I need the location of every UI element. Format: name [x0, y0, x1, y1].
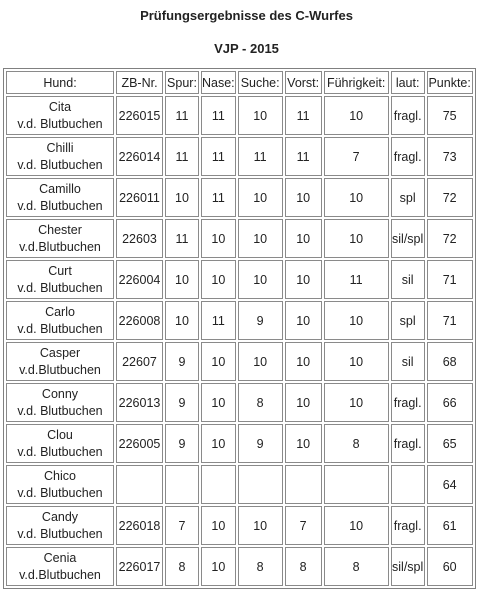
- header-row: [6, 71, 473, 94]
- cell-fuehrigkeit: 10: [324, 342, 389, 381]
- table-row: [6, 260, 473, 299]
- cell-punkte: 60: [427, 547, 473, 586]
- header-nase: Nase:: [201, 71, 236, 94]
- cell-nase: 10: [201, 219, 236, 258]
- cell-vorst: 10: [285, 342, 322, 381]
- dog-kennel: v.d. Blutbuchen: [17, 157, 103, 172]
- cell-suche: 8: [238, 547, 283, 586]
- header-fuehrigkeit: Führigkeit:: [324, 71, 389, 94]
- cell-vorst: 10: [285, 178, 322, 217]
- cell-zb-nr: 226018: [116, 506, 163, 545]
- cell-spur: 9: [165, 342, 199, 381]
- cell-punkte: 72: [427, 178, 473, 217]
- cell-fuehrigkeit: 11: [324, 260, 389, 299]
- table-row: [6, 96, 473, 135]
- cell-suche: 10: [238, 219, 283, 258]
- page-title: Prüfungsergebnisse des C-Wurfes: [140, 8, 353, 23]
- cell-vorst: 10: [285, 219, 322, 258]
- header-punkte: Punkte:: [427, 71, 473, 94]
- cell-zb-nr: 226014: [116, 137, 163, 176]
- cell-vorst: 7: [285, 506, 322, 545]
- cell-spur: 8: [165, 547, 199, 586]
- header-suche: Suche:: [238, 71, 283, 94]
- header-hund: Hund:: [6, 71, 114, 94]
- cell-zb-nr: 226004: [116, 260, 163, 299]
- dog-kennel: v.d. Blutbuchen: [17, 198, 103, 213]
- table-row: [6, 301, 473, 340]
- cell-fuehrigkeit: 10: [324, 506, 389, 545]
- cell-zb-nr: 226011: [116, 178, 163, 217]
- cell-punkte: 66: [427, 383, 473, 422]
- cell-zb-nr: 226015: [116, 96, 163, 135]
- cell-hund: [6, 301, 114, 340]
- cell-fuehrigkeit: 7: [324, 137, 389, 176]
- dog-name: Curt: [48, 263, 72, 278]
- cell-hund: [6, 219, 114, 258]
- cell-vorst: 10: [285, 301, 322, 340]
- dog-name: Cita: [48, 99, 72, 114]
- header-spur: Spur:: [165, 71, 199, 94]
- cell-nase: [201, 465, 236, 504]
- cell-vorst: 10: [285, 260, 322, 299]
- cell-zb-nr: 22607: [116, 342, 163, 381]
- cell-hund: [6, 383, 114, 422]
- cell-suche: 10: [238, 96, 283, 135]
- table-row: [6, 424, 473, 463]
- cell-fuehrigkeit: [324, 465, 389, 504]
- dog-name: Chico: [44, 468, 76, 483]
- header-laut: laut:: [391, 71, 425, 94]
- cell-fuehrigkeit: 10: [324, 178, 389, 217]
- dog-name: Carlo: [45, 304, 75, 319]
- cell-laut: sil/spl: [391, 547, 425, 586]
- cell-nase: 11: [201, 301, 236, 340]
- cell-vorst: 10: [285, 424, 322, 463]
- cell-spur: 9: [165, 383, 199, 422]
- cell-nase: 11: [201, 137, 236, 176]
- dog-name: Candy: [41, 509, 79, 524]
- cell-punkte: 61: [427, 506, 473, 545]
- dog-kennel: v.d. Blutbuchen: [17, 321, 103, 336]
- cell-fuehrigkeit: 8: [324, 547, 389, 586]
- dog-kennel: v.d.Blutbuchen: [19, 239, 101, 254]
- cell-nase: 11: [201, 96, 236, 135]
- cell-suche: 8: [238, 383, 283, 422]
- cell-nase: 10: [201, 342, 236, 381]
- cell-punkte: 64: [427, 465, 473, 504]
- cell-laut: fragl.: [391, 383, 425, 422]
- cell-punkte: 71: [427, 301, 473, 340]
- dog-kennel: v.d. Blutbuchen: [17, 444, 103, 459]
- cell-laut: fragl.: [391, 506, 425, 545]
- cell-punkte: 65: [427, 424, 473, 463]
- cell-hund: [6, 465, 114, 504]
- cell-laut: sil/spl: [391, 219, 425, 258]
- cell-suche: [238, 465, 283, 504]
- cell-zb-nr: 226005: [116, 424, 163, 463]
- cell-vorst: 11: [285, 137, 322, 176]
- dog-name: Clou: [47, 427, 73, 442]
- cell-nase: 10: [201, 260, 236, 299]
- cell-nase: 10: [201, 424, 236, 463]
- dog-kennel: v.d.Blutbuchen: [19, 362, 101, 377]
- header-zb-nr: ZB-Nr.: [116, 71, 163, 94]
- cell-laut: spl: [391, 301, 425, 340]
- cell-vorst: 8: [285, 547, 322, 586]
- table-row: [6, 547, 473, 586]
- cell-suche: 10: [238, 178, 283, 217]
- page-subtitle: VJP - 2015: [214, 41, 279, 56]
- cell-zb-nr: 226017: [116, 547, 163, 586]
- cell-spur: 10: [165, 301, 199, 340]
- cell-zb-nr: 226008: [116, 301, 163, 340]
- cell-suche: 9: [238, 424, 283, 463]
- table-row: [6, 137, 473, 176]
- dog-name: Chester: [38, 222, 82, 237]
- cell-laut: fragl.: [391, 137, 425, 176]
- cell-hund: [6, 260, 114, 299]
- cell-punkte: 72: [427, 219, 473, 258]
- cell-vorst: [285, 465, 322, 504]
- table-row: [6, 342, 473, 381]
- cell-laut: sil: [391, 260, 425, 299]
- cell-zb-nr: 226013: [116, 383, 163, 422]
- cell-spur: 11: [165, 137, 199, 176]
- cell-hund: [6, 506, 114, 545]
- cell-nase: 10: [201, 547, 236, 586]
- cell-suche: 9: [238, 301, 283, 340]
- cell-nase: 10: [201, 506, 236, 545]
- cell-suche: 10: [238, 260, 283, 299]
- cell-laut: fragl.: [391, 424, 425, 463]
- cell-nase: 11: [201, 178, 236, 217]
- cell-hund: [6, 424, 114, 463]
- cell-hund: [6, 342, 114, 381]
- cell-fuehrigkeit: 10: [324, 219, 389, 258]
- cell-fuehrigkeit: 10: [324, 96, 389, 135]
- cell-hund: [6, 547, 114, 586]
- cell-fuehrigkeit: 8: [324, 424, 389, 463]
- cell-zb-nr: [116, 465, 163, 504]
- cell-vorst: 11: [285, 96, 322, 135]
- dog-kennel: v.d. Blutbuchen: [17, 485, 103, 500]
- cell-spur: 10: [165, 178, 199, 217]
- dog-name: Chilli: [46, 140, 74, 155]
- cell-fuehrigkeit: 10: [324, 383, 389, 422]
- cell-fuehrigkeit: 10: [324, 301, 389, 340]
- cell-hund: [6, 137, 114, 176]
- table-row: [6, 506, 473, 545]
- cell-laut: spl: [391, 178, 425, 217]
- cell-spur: [165, 465, 199, 504]
- header-vorst: Vorst:: [285, 71, 322, 94]
- table-row: [6, 383, 473, 422]
- cell-spur: 11: [165, 96, 199, 135]
- dog-name: Casper: [39, 345, 81, 360]
- dog-kennel: v.d.Blutbuchen: [19, 567, 101, 582]
- results-table: [3, 68, 476, 589]
- cell-suche: 11: [238, 137, 283, 176]
- cell-spur: 10: [165, 260, 199, 299]
- cell-vorst: 10: [285, 383, 322, 422]
- dog-name: Conny: [41, 386, 79, 401]
- cell-spur: 7: [165, 506, 199, 545]
- table-row: [6, 465, 473, 504]
- cell-suche: 10: [238, 342, 283, 381]
- cell-suche: 10: [238, 506, 283, 545]
- cell-laut: sil: [391, 342, 425, 381]
- cell-punkte: 73: [427, 137, 473, 176]
- cell-laut: [391, 465, 425, 504]
- cell-hund: [6, 178, 114, 217]
- dog-name: Camillo: [39, 181, 81, 196]
- cell-punkte: 68: [427, 342, 473, 381]
- cell-spur: 11: [165, 219, 199, 258]
- cell-nase: 10: [201, 383, 236, 422]
- cell-spur: 9: [165, 424, 199, 463]
- cell-punkte: 75: [427, 96, 473, 135]
- dog-kennel: v.d. Blutbuchen: [17, 116, 103, 131]
- dog-kennel: v.d. Blutbuchen: [17, 280, 103, 295]
- dog-name: Cenia: [43, 550, 77, 565]
- dog-kennel: v.d. Blutbuchen: [17, 526, 103, 541]
- cell-hund: [6, 96, 114, 135]
- table-row: [6, 178, 473, 217]
- cell-laut: fragl.: [391, 96, 425, 135]
- cell-punkte: 71: [427, 260, 473, 299]
- table-row: [6, 219, 473, 258]
- dog-kennel: v.d. Blutbuchen: [17, 403, 103, 418]
- cell-zb-nr: 22603: [116, 219, 163, 258]
